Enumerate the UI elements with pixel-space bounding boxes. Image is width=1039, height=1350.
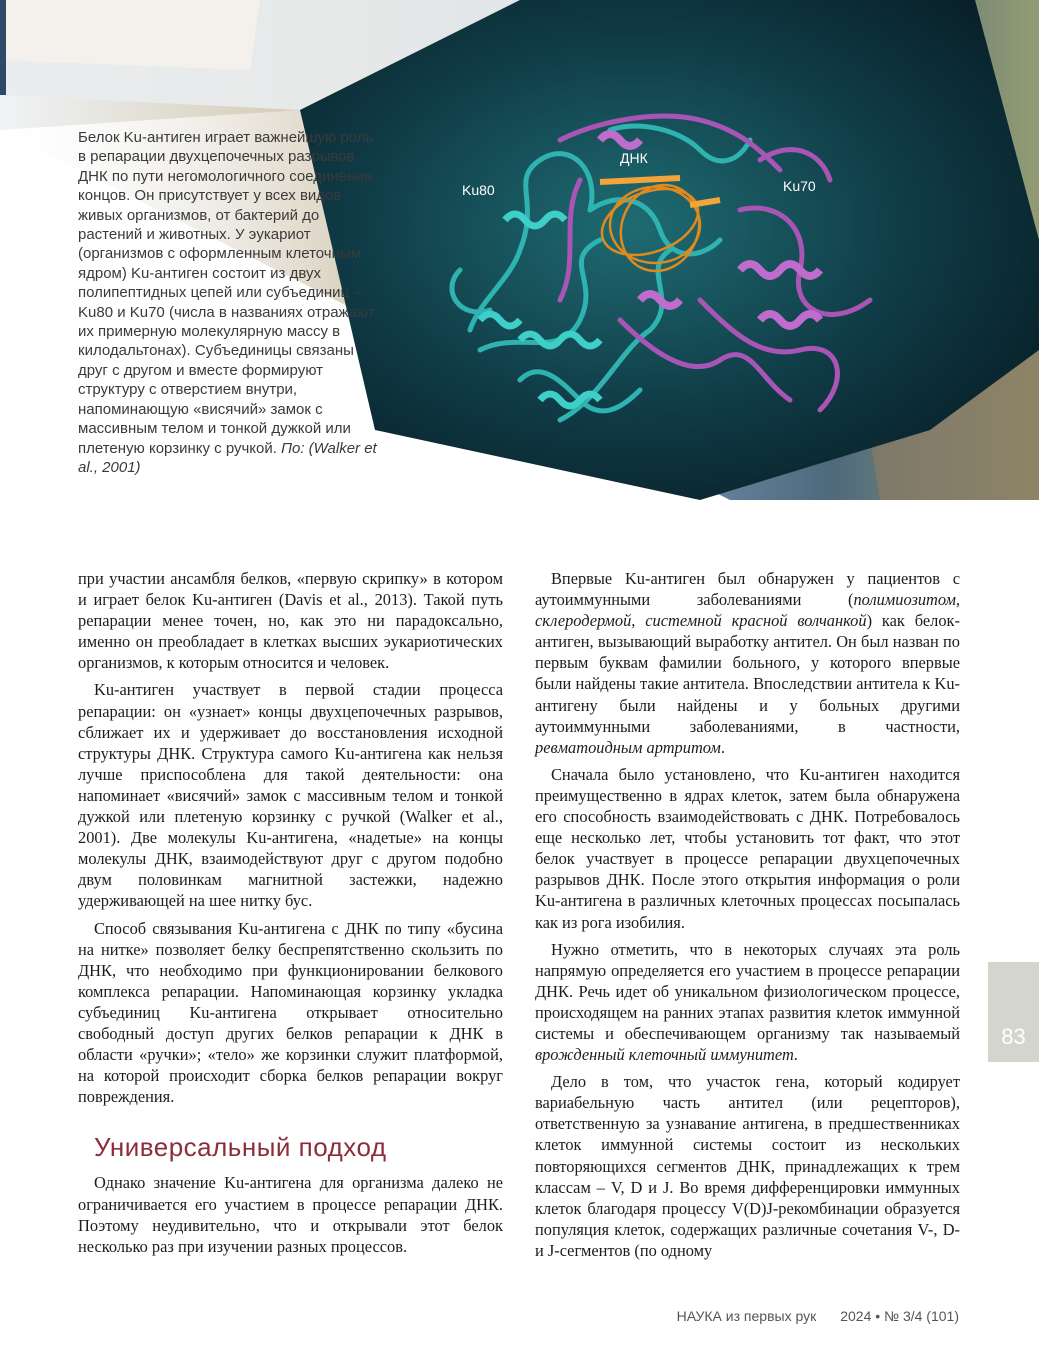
page-footer bbox=[653, 1308, 959, 1324]
footer-magazine: НАУКА из первых рук bbox=[676, 1308, 817, 1324]
right-column bbox=[535, 568, 960, 1261]
dna-label: ДНК bbox=[620, 150, 648, 166]
ku80-label: Ku80 bbox=[462, 182, 495, 198]
right-paragraph-1: Впервые Ku-антиген был обнаружен у пациентов с аутоиммунными заболеваниями (полимиозитом, склеродермой, системной красной волчанкой) как белок-антиген, вызывающий выработку антител. Он был назван по первым буквам фамилии больного, у которого впервые были найдены такие антитела. Впоследствии антитела к Ku-антигену были найдены и у больных другими аутоиммунными заболеваниями, в частности, ревматоидным артритом. bbox=[535, 569, 960, 757]
left-paragraph-2: Ku-антиген участвует в первой стадии процесса репарации: он «узнает» концы двухцепочечных разрывов, сближает их и удерживает до восстановления исходной структуры ДНК. Структура самого Ku-антигена как нельзя лучше приспособлена для такой деятельности: она напоминает «висячий» замок с массивным телом и тонкой дужкой или плетеную корзинку с ручкой (Walker et al., 2001). Две молекулы Ku-антигена, «надетые» на концы молекулы ДНК, взаимодействуют друг с другом подобно двум половинкам магнитной застежки, надежно удерживающей на шее нитку бус. bbox=[78, 680, 503, 911]
left-paragraph-4: Однако значение Ku-антигена для организма далеко не ограничивается его участием в процессе репарации ДНК. Поэтому неудивительно, что и открывали этот белок несколько раз при изучении разных процессов. bbox=[78, 1173, 503, 1256]
page-number: 83 bbox=[1001, 1024, 1026, 1049]
dna-arrow bbox=[600, 178, 680, 182]
ku70-label: Ku70 bbox=[783, 178, 816, 194]
caption-text: Белок Ku-антиген играет важнейшую роль в репарации двухцепочечных разрывов ДНК по пути негомологичного соединения концов. Он присутствует у всех видов живых организмов, от бактерий до растений и животных. У эукариот (организмов с оформленным клеточным ядром) Ku-антиген состоит из двух полипептидных цепей или субъединиц – Ku80 и Ku70 (числа в названиях отражают их примерную молекулярную массу в килодальтонах). Субъединицы связаны друг с другом и вместе формируют структуру с отверстием внутри, напоминающую «висячий» замок с массивным телом и тонкой дужкой или плетеную корзинку с ручкой. bbox=[78, 129, 375, 457]
left-column bbox=[78, 568, 503, 1257]
right-paragraph-4: Дело в том, что участок гена, который кодирует вариабельную часть антител (или рецепторов), ответственную за узнавание антигена, в предшественниках клеток иммунной системы состоит из нескольких повторяющихся сегментов ДНК, принадлежащих к трем классам – V, D и J. Во время дифференцировки иммунных клеток благодаря процессу V(D)J-рекомбинации образуется популяция клеток, содержащих различные сочетания V-, D- и J-сегментов (по одному bbox=[535, 1072, 960, 1260]
left-paragraph-3: Способ связывания Ku-антигена с ДНК по типу «бусина на нитке» позволяет белку беспрепятственно скользить по ДНК, что необходимо при функционировании белкового комплекса репарации. Напоминающая корзинку укладка субъединиц Ku-антигена открывает относительно свободный доступ других белков репарации к ДНК в области «ручки»; «тело» же корзинки служит платформой, на которой происходит сборка белков репарации вокруг повреждения. bbox=[78, 918, 503, 1107]
footer-issue: 2024 • № 3/4 (101) bbox=[840, 1308, 959, 1324]
page-number-tab bbox=[988, 962, 1039, 1062]
figure-caption bbox=[78, 128, 378, 477]
section-heading: Универсальный подход bbox=[94, 1132, 387, 1163]
right-paragraph-3: Нужно отметить, что в некоторых случаях эта роль напрямую определяется его участием в процессе репарации ДНК. Речь идет об уникальном физиологическом процессе, происходящем на ранних этапах развития клеток иммунной системы и обеспечивающем организму так называемый врожденный клеточный иммунитет. bbox=[535, 939, 960, 1065]
right-paragraph-2: Сначала было установлено, что Ku-антиген находится преимущественно в ядрах клеток, затем была обнаружена его способность взаимодействовать с ДНК. Потребовалось еще несколько лет, чтобы установить тот факт, что этот белок участвует в процессе репарации двухцепочечных разрывов ДНК. После этого открытия информация о роли Ku-антигена в различных клеточных процессах посыпалась как из рога изобилия. bbox=[535, 764, 960, 932]
left-paragraph-1: при участии ансамбля белков, «первую скрипку» в котором и играет белок Ku-антиген (Davis et al., 2013). Такой путь репарации менее точен, но, как это ни парадоксально, именно он преобладает в клетках высших эукариотических организмов, к которым относится и человек. bbox=[78, 569, 503, 673]
caption-source: По: (Walker et al., 2001) bbox=[78, 439, 377, 476]
